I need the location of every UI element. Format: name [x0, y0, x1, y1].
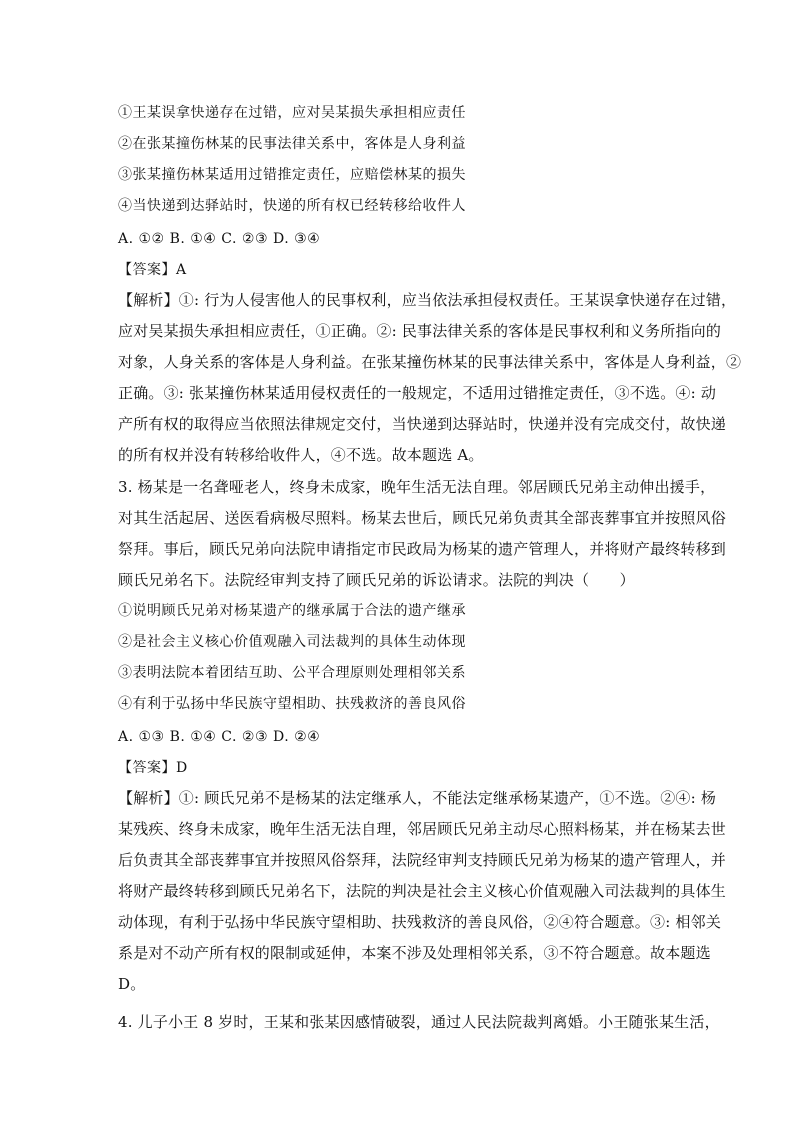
q3-analysis-line: 【解析】①: 顾氏兄弟不是杨某的法定继承人，不能法定继承杨某遗产，①不选。②④: 杨	[118, 789, 717, 807]
q3-answer: 【答案】D	[118, 760, 188, 776]
q3-option-1: ①说明顾氏兄弟对杨某遗产的继承属于合法的遗产继承	[118, 603, 466, 619]
q2-analysis-line: 应对吴某损失承担相应责任，①正确。②: 民事法律关系的客体是民事权利和义务所指向的	[118, 322, 722, 340]
q3-choices: A. ①③ B. ①④ C. ②③ D. ②④	[118, 729, 321, 745]
q4-stem: 4. 儿子小王 8 岁时，王某和张某因感情破裂，通过人民法院裁判离婚。小王随张某生活，	[118, 1013, 720, 1031]
q2-analysis-line: 【解析】①: 行为人侵害他人的民事权利，应当依法承担侵权责任。王某误拿快递存在过错，	[118, 291, 737, 309]
q2-option-4: ④当快递到达驿站时，快递的所有权已经转移给收件人	[118, 198, 466, 214]
q3-stem-line: 3. 杨某是一名聋哑老人，终身未成家，晚年生活无法自理。邻居顾氏兄弟主动伸出援手，	[118, 478, 716, 496]
q2-option-3: ③张某撞伤林某适用过错推定责任，应赔偿林某的损失	[118, 167, 466, 183]
q2-analysis-line: 对象，人身关系的客体是人身利益。在张某撞伤林某的民事法律关系中，客体是人身利益，②	[118, 353, 742, 371]
q3-analysis-line: D。	[118, 975, 146, 993]
q3-option-3: ③表明法院本着团结互助、公平合理原则处理相邻关系	[118, 665, 466, 681]
q3-option-4: ④有利于弘扬中华民族守望相助、扶残救济的善良风俗	[118, 696, 466, 712]
q3-stem-line: 祭拜。事后，顾氏兄弟向法院申请指定市民政局为杨某的遗产管理人，并将财产最终转移到	[118, 540, 727, 558]
q2-answer: 【答案】A	[118, 262, 187, 278]
q2-analysis-line: 正确。③: 张某撞伤林某适用侵权责任的一般规定，不适用过错推定责任，③不选。④: 动	[118, 384, 717, 402]
q3-stem-line: 顾氏兄弟名下。法院经审判支持了顾氏兄弟的诉讼请求。法院的判决（ ）	[118, 571, 635, 589]
q2-analysis-line: 产所有权的取得应当依照法律规定交付，当快递到达驿站时，快递并没有完成交付，故快递	[118, 415, 727, 433]
q2-choices: A. ①② B. ①④ C. ②③ D. ③④	[118, 231, 321, 247]
q3-analysis-line: 动体现，有利于弘扬中华民族守望相助、扶残救济的善良风俗，②④符合题意。③: 相邻关	[118, 913, 722, 931]
q3-option-2: ②是社会主义核心价值观融入司法裁判的具体生动体现	[118, 634, 466, 650]
q2-analysis-line: 的所有权并没有转移给收件人，④不选。故本题选 A。	[118, 446, 484, 464]
q2-option-1: ①王某误拿快递存在过错，应对吴某损失承担相应责任	[118, 105, 466, 121]
q3-analysis-line: 某残疾、终身未成家，晚年生活无法自理，邻居顾氏兄弟主动尽心照料杨某，并在杨某去世	[118, 820, 727, 838]
q3-analysis-line: 后负责其全部丧葬事宜并按照风俗祭拜，法院经审判支持顾氏兄弟为杨某的遗产管理人，并	[118, 851, 727, 869]
q2-option-2: ②在张某撞伤林某的民事法律关系中，客体是人身利益	[118, 136, 466, 152]
q3-analysis-line: 系是对不动产所有权的限制或延伸，本案不涉及处理相邻关系，③不符合题意。故本题选	[118, 944, 711, 962]
q3-stem-line: 对其生活起居、送医看病极尽照料。杨某去世后，顾氏兄弟负责其全部丧葬事宜并按照风俗	[118, 509, 727, 527]
q3-analysis-line: 将财产最终转移到顾氏兄弟名下，法院的判决是社会主义核心价值观融入司法裁判的具体生	[118, 882, 727, 900]
